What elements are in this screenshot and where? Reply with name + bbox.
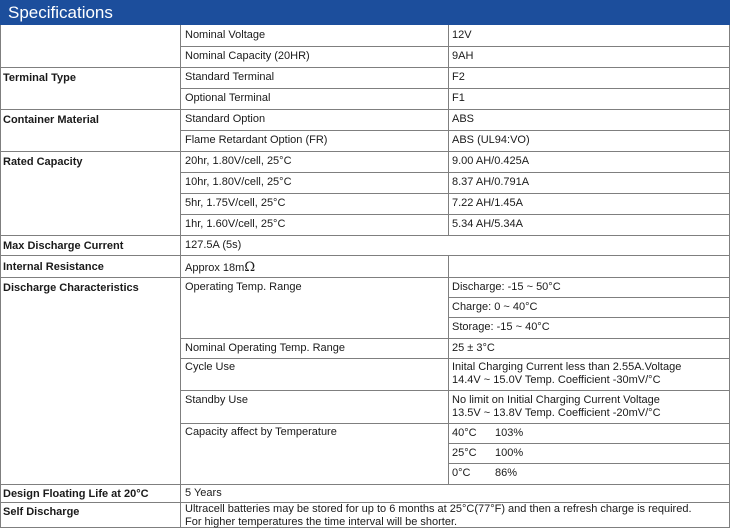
row-divider xyxy=(448,463,730,464)
row-divider xyxy=(180,172,730,173)
nominal-capacity-label: Nominal Capacity (20HR) xyxy=(185,50,310,62)
row-divider xyxy=(180,130,730,131)
row-divider xyxy=(180,88,730,89)
nominal-temp-value: 25 ± 3°C xyxy=(452,342,495,354)
row-divider xyxy=(0,484,730,485)
max-discharge-value: 127.5A (5s) xyxy=(185,239,242,251)
rated-capacity-value: 5.34 AH/5.34A xyxy=(452,218,523,230)
design-life-value: 5 Years xyxy=(185,487,222,499)
rated-capacity-label: 20hr, 1.80V/cell, 25°C xyxy=(185,155,292,167)
row-divider xyxy=(180,390,730,391)
row-divider xyxy=(0,277,730,278)
row-divider xyxy=(180,423,730,424)
flame-retardant-value: ABS (UL94:VO) xyxy=(452,134,530,146)
rated-capacity-value: 9.00 AH/0.425A xyxy=(452,155,530,167)
section-header xyxy=(0,0,730,25)
nominal-capacity-value: 9AH xyxy=(452,50,474,62)
discharge-characteristics-category: Discharge Characteristics xyxy=(3,282,139,294)
capacity-temp-percent: 100% xyxy=(495,447,524,459)
capacity-temp-temperature: 25°C xyxy=(452,447,477,459)
nominal-temp-label: Nominal Operating Temp. Range xyxy=(185,342,345,354)
capacity-temp-percent: 86% xyxy=(495,467,518,479)
standard-option-value: ABS xyxy=(452,113,475,125)
standby-use-label: Standby Use xyxy=(185,394,248,406)
rated-capacity-label: 5hr, 1.75V/cell, 25°C xyxy=(185,197,286,209)
standby-use-line-2: 13.5V ~ 13.8V Temp. Coefficient -20mV/°C xyxy=(452,407,661,419)
optional-terminal-label: Optional Terminal xyxy=(185,92,271,104)
self-discharge-line-1: Ultracell batteries may be stored for up to 6 months at 25°C(77°F) and then a refresh charge is required. xyxy=(185,503,692,515)
capacity-temp-temperature: 0°C xyxy=(452,467,471,479)
cycle-use-line-2: 14.4V ~ 15.0V Temp. Coefficient -30mV/°C xyxy=(452,374,661,386)
row-divider xyxy=(180,214,730,215)
max-discharge-category: Max Discharge Current xyxy=(3,240,124,252)
standby-use-line-1: No limit on Initial Charging Current Voltage xyxy=(452,394,660,406)
specifications-table xyxy=(0,25,730,528)
row-divider xyxy=(448,317,730,318)
row-divider xyxy=(180,193,730,194)
capacity-temp-label: Capacity affect by Temperature xyxy=(185,426,337,438)
rated-capacity-value: 8.37 AH/0.791A xyxy=(452,176,530,188)
operating-temp-label: Operating Temp. Range xyxy=(185,281,302,293)
terminal-type-category: Terminal Type xyxy=(3,72,76,84)
cycle-use-line-1: Inital Charging Current less than 2.55A.Voltage xyxy=(452,361,682,373)
flame-retardant-label: Flame Retardant Option (FR) xyxy=(185,134,328,146)
design-life-category: Design Floating Life at 20°C xyxy=(3,488,149,500)
section-title: Specifications xyxy=(8,3,113,22)
row-divider xyxy=(0,151,730,152)
row-divider xyxy=(180,358,730,359)
nominal-voltage-value: 12V xyxy=(452,29,472,41)
cycle-use-label: Cycle Use xyxy=(185,361,236,373)
self-discharge-line-2: For higher temperatures the time interval will be shorter. xyxy=(185,516,458,528)
operating-temp-value: Storage: -15 ~ 40°C xyxy=(452,321,550,333)
row-divider xyxy=(448,443,730,444)
container-material-category: Container Material xyxy=(3,114,99,126)
internal-resistance-value xyxy=(185,261,255,275)
standard-option-label: Standard Option xyxy=(185,113,266,125)
column-divider xyxy=(448,255,449,484)
rated-capacity-category: Rated Capacity xyxy=(3,156,83,168)
row-divider xyxy=(0,109,730,110)
optional-terminal-value: F1 xyxy=(452,92,465,104)
row-divider xyxy=(0,255,730,256)
row-divider xyxy=(0,235,730,236)
standard-terminal-value: F2 xyxy=(452,71,465,83)
rated-capacity-label: 1hr, 1.60V/cell, 25°C xyxy=(185,218,286,230)
operating-temp-value: Discharge: -15 ~ 50°C xyxy=(452,281,561,293)
rated-capacity-label: 10hr, 1.80V/cell, 25°C xyxy=(185,176,292,188)
row-divider xyxy=(0,67,730,68)
operating-temp-value: Charge: 0 ~ 40°C xyxy=(452,301,538,313)
row-divider xyxy=(448,297,730,298)
row-divider xyxy=(180,46,730,47)
row-divider xyxy=(180,338,730,339)
nominal-voltage-label: Nominal Voltage xyxy=(185,29,266,41)
rated-capacity-value: 7.22 AH/1.45A xyxy=(452,197,523,209)
standard-terminal-label: Standard Terminal xyxy=(185,71,275,83)
self-discharge-category: Self Discharge xyxy=(3,506,80,518)
internal-resistance-category: Internal Resistance xyxy=(3,261,104,273)
ohm-symbol: Ω xyxy=(244,260,256,275)
internal-resistance-text: Approx 18m xyxy=(185,262,245,274)
capacity-temp-percent: 103% xyxy=(495,427,524,439)
capacity-temp-temperature: 40°C xyxy=(452,427,477,439)
